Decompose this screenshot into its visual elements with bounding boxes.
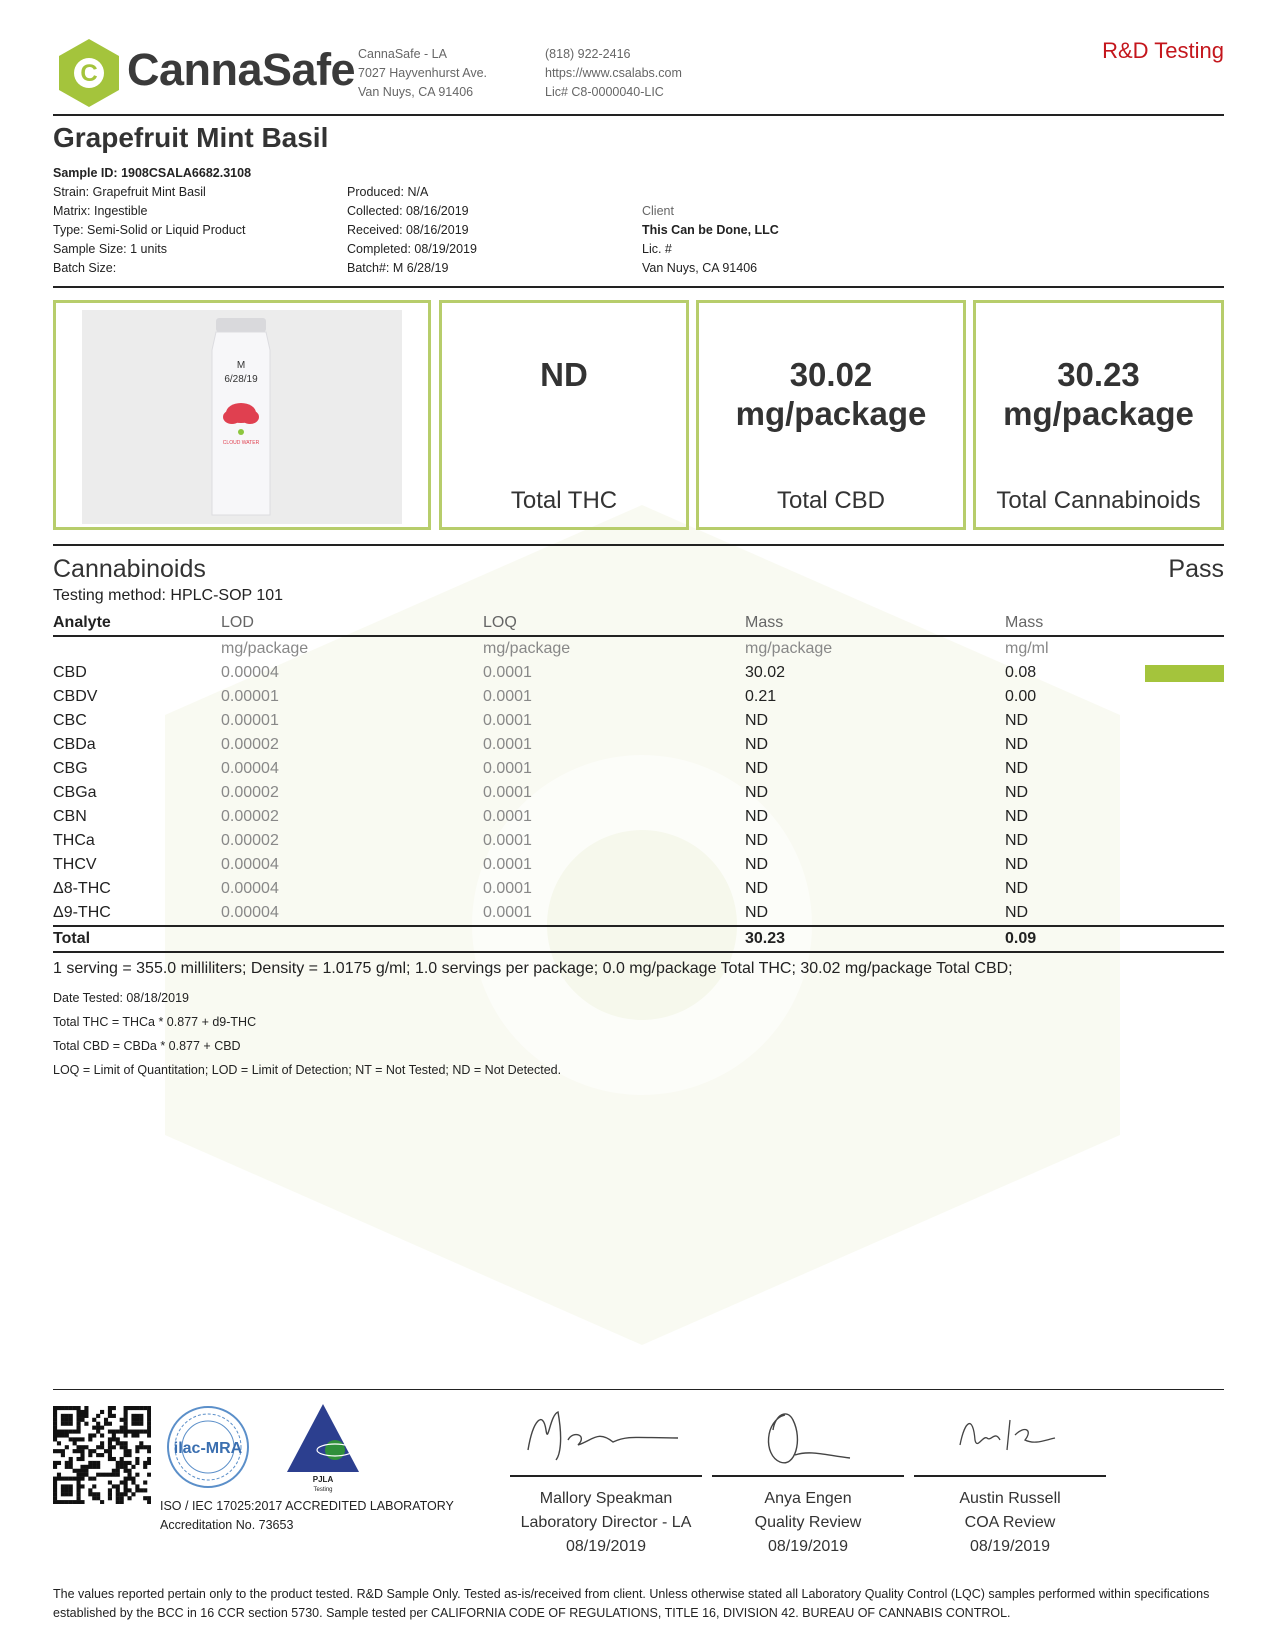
disclaimer: The values reported pertain only to the product tested. R&D Sample Only. Tested as-is/received from client. Unless otherwise stated all Laboratory Quality Control (LQC) samples performed within specifications established by the BCC in 16 CCR section 5730. Sample tested per CALIFORNIA CODE OF REGULATIONS, TITLE 16, DIVISION 42. BUREAU OF CANNABIS CONTROL.	[53, 1587, 1210, 1620]
table-row	[53, 901, 1224, 926]
sample-details-col1	[53, 183, 245, 278]
analyte-cell: CBGa	[53, 784, 97, 801]
proportion-bar-cell	[1145, 781, 1224, 805]
pjla-text: PJLA	[312, 1475, 334, 1484]
total-cannabinoids-unit: mg/package	[1003, 395, 1194, 432]
date-tested: Date Tested: 08/18/2019	[53, 991, 189, 1005]
mass-pkg-cell: ND	[745, 760, 769, 777]
proportion-bar-cell	[1145, 805, 1224, 829]
proportion-bar-cell	[1145, 901, 1224, 926]
ilac-mra-logo	[166, 1405, 250, 1494]
mass-pkg-cell: ND	[745, 784, 769, 801]
signatory-role: COA Review	[964, 1514, 1056, 1531]
mass-pkg-cell: ND	[745, 808, 769, 825]
client-city: Van Nuys, CA 91406	[642, 261, 758, 275]
produced: Produced: N/A	[347, 185, 429, 199]
lab-website: https://www.csalabs.com	[545, 66, 682, 80]
logo-hexagon-icon	[53, 37, 125, 109]
lod-cell: 0.00001	[221, 688, 279, 705]
analyte-cell: THCV	[53, 856, 97, 873]
table-header	[53, 611, 1224, 636]
testing-method: Testing method: HPLC-SOP 101	[53, 587, 284, 604]
mass-ml-cell: 0.08	[1005, 664, 1037, 681]
table-row	[53, 829, 1224, 853]
loq-cell: 0.0001	[483, 688, 532, 705]
ilac-logo-icon	[166, 1405, 250, 1489]
header-lod: LOD	[221, 614, 254, 631]
loq-cell: 0.0001	[483, 832, 532, 849]
completed: Completed: 08/19/2019	[347, 242, 477, 256]
total-cbd-value	[699, 355, 963, 433]
loq-cell: 0.0001	[483, 880, 532, 897]
total-cannabinoids-label: Total Cannabinoids	[996, 487, 1201, 514]
mass-pkg-cell: 0.21	[745, 688, 777, 705]
signatory-date: 08/19/2019	[969, 1538, 1051, 1555]
lod-cell: 0.00004	[221, 760, 279, 777]
lod-cell: 0.00002	[221, 784, 279, 801]
lab-street: 7027 Hayvenhurst Ave.	[358, 66, 488, 80]
handwritten-date: 6/28/19	[224, 374, 258, 385]
header-loq: LOQ	[483, 614, 517, 631]
thc-formula: Total THC = THCa * 0.877 + d9-THC	[53, 1015, 257, 1029]
signature-line	[510, 1475, 702, 1477]
analyte-cell: CBN	[53, 808, 87, 825]
signatory-role: Quality Review	[754, 1514, 862, 1531]
proportion-bar-cell	[1145, 733, 1224, 757]
table-row	[53, 733, 1224, 757]
signatory-name: Mallory Speakman	[539, 1490, 673, 1507]
unit-mass-pkg: mg/package	[745, 640, 833, 657]
table-row	[53, 757, 1224, 781]
total-mass-pkg: 30.23	[745, 930, 786, 947]
signatory-date: 08/19/2019	[767, 1538, 849, 1555]
total-thc-box	[439, 300, 689, 530]
analyte-cell: CBC	[53, 712, 87, 729]
units-row	[53, 636, 1224, 661]
total-row	[53, 926, 1224, 952]
serving-info: 1 serving = 355.0 milliliters; Density = 1.0175 g/ml; 1.0 servings per package; 0.0 mg/package Total THC; 30.02 mg/package Total CBD;	[53, 960, 1013, 977]
analyte-cell: CBG	[53, 760, 88, 777]
total-cbd-number: 30.02	[789, 356, 873, 393]
mass-ml-cell: ND	[1005, 736, 1029, 753]
analyte-cell: Δ8-THC	[53, 880, 111, 897]
analyte-cell: Δ9-THC	[53, 904, 111, 921]
lod-cell: 0.00001	[221, 712, 279, 729]
total-thc-number: ND	[540, 356, 588, 393]
total-cbd-unit: mg/package	[735, 395, 927, 432]
lod-cell: 0.00004	[221, 880, 279, 897]
lod-cell: 0.00004	[221, 664, 279, 681]
divider	[53, 286, 1224, 288]
loq-cell: 0.0001	[483, 712, 532, 729]
mass-ml-cell: ND	[1005, 784, 1029, 801]
brand-name: CannaSafe	[127, 44, 356, 95]
signature-image	[755, 1400, 865, 1470]
total-label: Total	[53, 930, 91, 947]
signature-image	[955, 1410, 1065, 1460]
mass-pkg-cell: ND	[745, 904, 769, 921]
proportion-bar-cell	[1145, 709, 1224, 733]
total-thc-value	[442, 355, 686, 394]
signatory-2	[712, 1487, 904, 1559]
lab-city: Van Nuys, CA 91406	[358, 85, 474, 99]
pjla-logo	[285, 1402, 361, 1499]
proportion-bar-cell	[1145, 661, 1224, 685]
accreditation-number: Accreditation No. 73653	[160, 1518, 294, 1532]
mass-ml-cell: ND	[1005, 712, 1029, 729]
mass-ml-cell: ND	[1005, 880, 1029, 897]
signature-2	[755, 1400, 865, 1475]
signatory-3	[914, 1487, 1106, 1559]
mass-pkg-cell: 30.02	[745, 664, 786, 681]
signatory-1	[510, 1487, 702, 1559]
divider	[53, 1389, 1224, 1390]
lod-cell: 0.00004	[221, 856, 279, 873]
lod-cell: 0.00002	[221, 832, 279, 849]
client-label: Client	[642, 204, 674, 218]
lab-contact	[545, 45, 682, 102]
signatory-date: 08/19/2019	[565, 1538, 647, 1555]
batch-size: Batch Size:	[53, 261, 117, 275]
iso-accreditation: ISO / IEC 17025:2017 ACCREDITED LABORATORY	[160, 1499, 454, 1513]
report-type: R&D Testing	[1102, 38, 1224, 63]
sample-size: Sample Size: 1 units	[53, 242, 167, 256]
lab-name: CannaSafe - LA	[358, 47, 447, 61]
pjla-subtext: Testing	[313, 1487, 333, 1493]
header-analyte: Analyte	[53, 614, 111, 631]
unit-analyte	[53, 636, 221, 661]
accreditation-text	[160, 1497, 454, 1535]
mass-ml-cell: ND	[1005, 832, 1029, 849]
table-row	[53, 661, 1224, 685]
loq-cell: 0.0001	[483, 736, 532, 753]
sample-id: Sample ID: 1908CSALA6682.3108	[53, 166, 252, 180]
strain: Strain: Grapefruit Mint Basil	[53, 185, 206, 199]
proportion-bar	[1145, 665, 1224, 682]
product-photo	[82, 310, 402, 524]
total-cbd-label: Total CBD	[776, 487, 886, 514]
total-cannabinoids-value	[976, 355, 1221, 433]
matrix: Matrix: Ingestible	[53, 204, 148, 218]
mass-pkg-cell: ND	[745, 736, 769, 753]
proportion-bar-cell	[1145, 877, 1224, 901]
signature-3	[955, 1410, 1065, 1465]
header-mass-ml: Mass	[1005, 614, 1044, 631]
sample-title: Grapefruit Mint Basil	[53, 122, 329, 153]
client-name: This Can be Done, LLC	[642, 223, 779, 237]
lod-cell: 0.00002	[221, 808, 279, 825]
notes-list	[53, 986, 561, 1082]
qr-code	[53, 1406, 151, 1509]
total-cannabinoids-number: 30.23	[1057, 356, 1140, 393]
signatory-role: Laboratory Director - LA	[520, 1514, 692, 1531]
analyte-cell: THCa	[53, 832, 95, 849]
can-label-text: CLOUD WATER	[222, 440, 260, 446]
unit-lod: mg/package	[221, 640, 309, 657]
signature-line	[914, 1475, 1106, 1477]
table-row	[53, 685, 1224, 709]
analyte-cell: CBDV	[53, 688, 98, 705]
loq-cell: 0.0001	[483, 808, 532, 825]
type: Type: Semi-Solid or Liquid Product	[53, 223, 246, 237]
loq-cell: 0.0001	[483, 664, 532, 681]
header-mass-pkg: Mass	[745, 614, 784, 631]
svg-text:C: C	[80, 60, 98, 87]
client-license: Lic. #	[642, 242, 672, 256]
product-photo-box	[53, 300, 431, 530]
table-row	[53, 709, 1224, 733]
ilac-text: ilac-MRA	[173, 1440, 243, 1457]
table-row	[53, 877, 1224, 901]
lab-license: Lic# C8-0000040-LIC	[545, 85, 664, 99]
mass-ml-cell: ND	[1005, 808, 1029, 825]
qr-code-icon	[53, 1406, 151, 1504]
mass-pkg-cell: ND	[745, 856, 769, 873]
sample-details-col2	[347, 183, 477, 278]
mass-ml-cell: ND	[1005, 904, 1029, 921]
loq-cell: 0.0001	[483, 856, 532, 873]
mass-pkg-cell: ND	[745, 832, 769, 849]
proportion-bar-cell	[1145, 853, 1224, 877]
signatory-name: Austin Russell	[959, 1490, 1061, 1507]
signature-line	[712, 1475, 904, 1477]
signature-image	[518, 1400, 688, 1470]
table-row	[53, 853, 1224, 877]
client-info	[642, 202, 779, 278]
proportion-bar-cell	[1145, 685, 1224, 709]
analyte-cell: CBDa	[53, 736, 96, 753]
analyte-cell: CBD	[53, 664, 87, 681]
total-cannabinoids-box	[973, 300, 1224, 530]
total-thc-label: Total THC	[510, 487, 618, 514]
divider	[53, 114, 1224, 116]
cannabinoids-table	[53, 611, 1224, 953]
table-row	[53, 805, 1224, 829]
loq-cell: 0.0001	[483, 784, 532, 801]
loq-cell: 0.0001	[483, 904, 532, 921]
section-title: Cannabinoids	[53, 555, 206, 583]
table-row	[53, 781, 1224, 805]
proportion-bar-cell	[1145, 757, 1224, 781]
mass-ml-cell: 0.00	[1005, 688, 1037, 705]
signatory-name: Anya Engen	[764, 1490, 852, 1507]
signature-1	[518, 1400, 688, 1475]
pass-status: Pass	[1168, 555, 1224, 583]
mass-pkg-cell: ND	[745, 712, 769, 729]
divider	[53, 544, 1224, 546]
batch-number: Batch#: M 6/28/19	[347, 261, 449, 275]
lod-cell: 0.00002	[221, 736, 279, 753]
mass-ml-cell: ND	[1005, 760, 1029, 777]
can-image	[82, 310, 402, 524]
lab-address	[358, 45, 487, 102]
cbd-formula: Total CBD = CBDa * 0.877 + CBD	[53, 1039, 241, 1053]
lab-phone: (818) 922-2416	[545, 47, 631, 61]
total-cbd-box	[696, 300, 966, 530]
handwritten-mark: M	[236, 360, 246, 371]
unit-mass-ml: mg/ml	[1005, 640, 1049, 657]
received: Received: 08/16/2019	[347, 223, 469, 237]
abbreviation-legend: LOQ = Limit of Quantitation; LOD = Limit of Detection; NT = Not Tested; ND = Not Detected.	[53, 1063, 562, 1077]
total-mass-ml: 0.09	[1005, 930, 1037, 947]
pjla-logo-icon	[285, 1402, 361, 1494]
unit-loq: mg/package	[483, 640, 571, 657]
proportion-bar-cell	[1145, 829, 1224, 853]
lod-cell: 0.00004	[221, 904, 279, 921]
collected: Collected: 08/16/2019	[347, 204, 469, 218]
loq-cell: 0.0001	[483, 760, 532, 777]
mass-pkg-cell: ND	[745, 880, 769, 897]
mass-ml-cell: ND	[1005, 856, 1029, 873]
logo	[53, 37, 125, 114]
